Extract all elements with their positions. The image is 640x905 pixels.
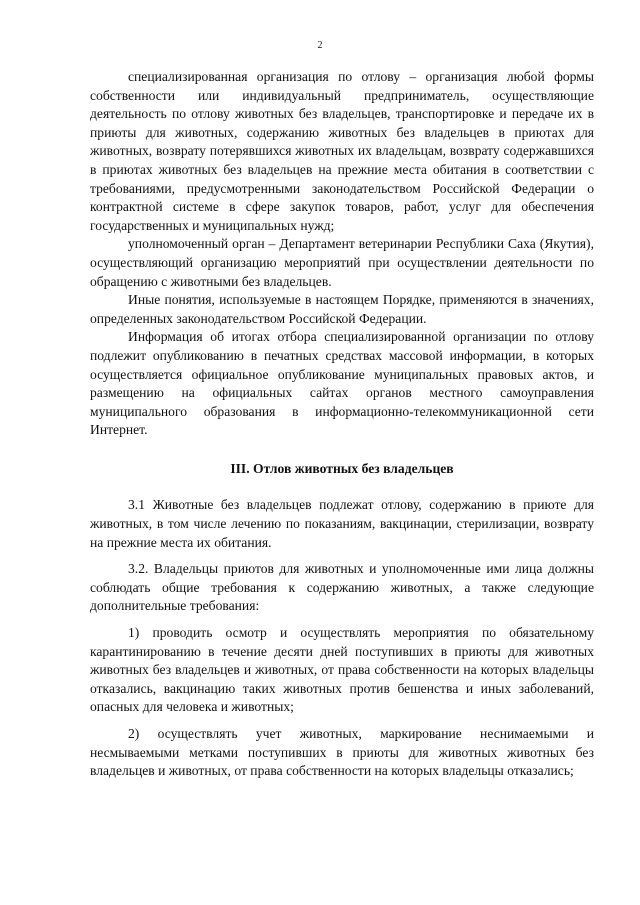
paragraph-requirement-1: 1) проводить осмотр и осуществлять мероприятия по обязательному карантинированию в течение десяти дней поступивших в приюты для животных животных без владельцев и животных, от права собственности на которых владельцы отказались, вакцинацию таких животных против бешенства и иных заболеваний, опасных для человека и животных;	[90, 625, 594, 715]
paragraph-requirement-2: 2) осуществлять учет животных, маркирование неснимаемыми и несмываемыми метками поступивших в приюты для животных животных без владельцев и животных, от права собственности на которых владельцы отказались;	[90, 726, 594, 779]
page-number: 2	[317, 40, 323, 51]
paragraph-3-1: 3.1 Животные без владельцев подлежат отлову, содержанию в приюте для животных, в том числе лечению по показаниям, вакцинации, стерилизации, возврату на прежние места их обитания.	[90, 497, 594, 550]
paragraph-publication-info: Информация об итогах отбора специализированной организации по отлову подлежит опубликованию в печатных средствах массовой информации, в которых осуществляется официальное опубликование муниципальных правовых актов, и размещению на официальных сайтах органов местного самоуправления муниципального образования в информационно-телекоммуникационной сети Интернет.	[90, 329, 594, 438]
paragraph-3-2: 3.2. Владельцы приютов для животных и уполномоченные ими лица должны соблюдать общие требования к содержанию животных, а также следующие дополнительные требования:	[90, 561, 594, 614]
paragraph-definition-specialized-org: специализированная организация по отлову – организация любой формы собственности или индивидуальный предприниматель, осуществляющие деятельность по отлову животных без владельцев, транспортировке и передаче их в приюты для животных, содержанию животных без владельцев в приютах для животных, возврату потерявшихся животных их владельцам, возврату содержавшихся в приютах животных без владельцев на прежние места обитания в соответствии с требованиями, предусмотренными законодательством Российской Федерации о контрактной системе в сфере закупок товаров, работ, услуг для обеспечения государственных и муниципальных нужд;	[90, 69, 594, 233]
paragraph-other-terms: Иные понятия, используемые в настоящем Порядке, применяются в значениях, определенных законодательством Российской Федерации.	[90, 292, 594, 326]
section-heading: III. Отлов животных без владельцев	[230, 460, 454, 476]
paragraph-definition-authorized-body: уполномоченный орган – Департамент ветеринарии Республики Саха (Якутия), осуществляющий организацию мероприятий при осуществлении деятельности по обращению с животными без владельцев.	[90, 236, 594, 289]
